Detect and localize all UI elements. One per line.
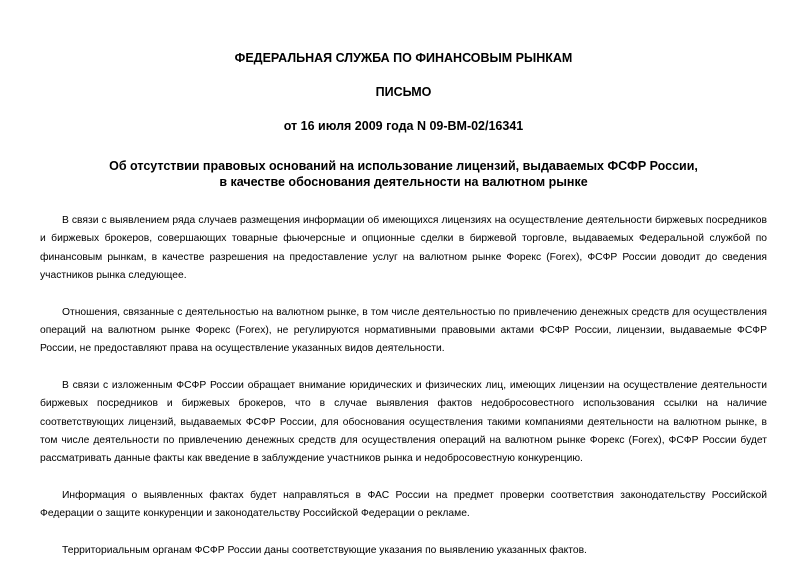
document-body bbox=[40, 212, 767, 560]
paragraph-3: В связи с изложенным ФСФР России обращает внимание юридических и физических лиц, имеющих лицензии на осуществление деятельности биржевых посредников и биржевых брокеров, что в случае выявления фактов недобросовестного использования ссылки на наличие соответствующих лицензий, выдаваемых ФСФР России, для обоснования осуществления такими компаниями деятельности на валютном рынке, в том числе деятельности по привлечению денежных средств для осуществления операций на валютном рынке Форекс (Forex), ФСФР России будет рассматривать данные факты как введение в заблуждение участников рынка и недобросовестную конкуренцию. bbox=[40, 379, 767, 465]
agency-heading: ФЕДЕРАЛЬНАЯ СЛУЖБА ПО ФИНАНСОВЫМ РЫНКАМ bbox=[234, 51, 573, 65]
document-title bbox=[40, 158, 767, 190]
date-number-heading: от 16 июля 2009 года N 09-ВМ-02/16341 bbox=[283, 119, 524, 133]
document-type-heading: ПИСЬМО bbox=[375, 85, 432, 99]
paragraph-4: Информация о выявленных фактах будет направляться в ФАС России на предмет проверки соответствия законодательству Российской Федерации о защите конкуренции и законодательству Российской Федерации о рекламе. bbox=[40, 489, 767, 520]
paragraph-2: Отношения, связанные с деятельностью на валютном рынке, в том числе деятельностью по привлечению денежных средств для осуществления операций на валютном рынке Форекс (Forex), не регулируются нормативными правовыми актами ФСФР России, лицензии, выдаваемые ФСФР России, не предоставляют права на осуществление указанных видов деятельности. bbox=[40, 306, 767, 355]
document-title-line-2: в качестве обоснования деятельности на валютном рынке bbox=[219, 175, 588, 189]
paragraph-5: Территориальным органам ФСФР России даны соответствующие указания по выявлению указанных фактов. bbox=[62, 544, 587, 556]
document-title-line-1: Об отсутствии правовых оснований на использование лицензий, выдаваемых ФСФР России, bbox=[109, 159, 698, 173]
paragraph-1: В связи с выявлением ряда случаев размещения информации об имеющихся лицензиях на осуществление деятельности биржевых посредников и биржевых брокеров, совершающих товарные фьючерсные и опционные сделки в биржевой торговле, выдаваемых Федеральной службой по финансовым рынкам, в качестве разрешения на предоставление услуг на валютном рынке Форекс (Forex), ФСФР России доводит до сведения участников рынка следующее. bbox=[40, 215, 767, 282]
